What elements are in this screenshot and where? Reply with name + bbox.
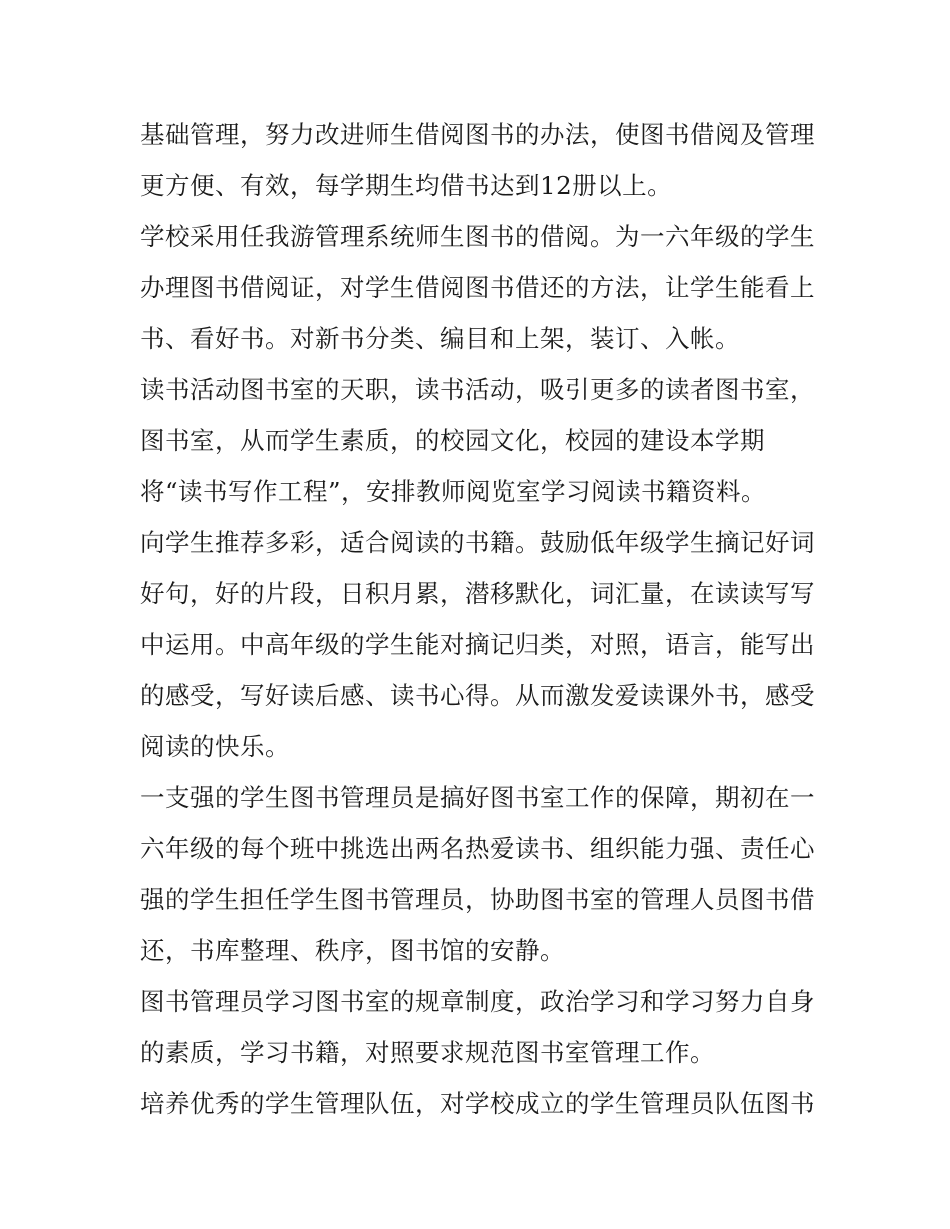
text-line: 更方便、有效，每学期生均借书达到12册以上。 [140,171,673,200]
text-line: 强的学生担任学生图书管理员，协助图书室的管理人员图书借 [140,885,815,914]
text-line: 的感受，写好读后感、读书心得。从而激发爱读课外书，感受 [140,681,815,710]
text-line: 中运用。中高年级的学生能对摘记归类，对照，语言，能写出 [140,630,815,659]
document-body [140,109,820,1129]
text-line: 读书活动图书室的天职，读书活动，吸引更多的读者图书室， [140,375,815,404]
text-line: 基础管理，努力改进师生借阅图书的办法，使图书借阅及管理 [140,120,815,149]
text-line: 学校采用任我游管理系统师生图书的借阅。为一六年级的学生 [140,222,815,251]
text-line: 办理图书借阅证，对学生借阅图书借还的方法，让学生能看上 [140,273,815,302]
text-line: 向学生推荐多彩，适合阅读的书籍。鼓励低年级学生摘记好词 [140,528,815,557]
text-line: 培养优秀的学生管理队伍，对学校成立的学生管理员队伍图书 [140,1089,815,1118]
text-line: 好句，好的片段，日积月累，潜移默化，词汇量，在读读写写 [140,579,815,608]
text-line: 六年级的每个班中挑选出两名热爱读书、组织能力强、责任心 [140,834,815,863]
text-line: 书、看好书。对新书分类、编目和上架，装订、入帐。 [140,324,740,353]
text-line: 还，书库整理、秩序，图书馆的安静。 [140,936,565,965]
text-line: 图书管理员学习图书室的规章制度，政治学习和学习努力自身 [140,987,815,1016]
text-line: 一支强的学生图书管理员是搞好图书室工作的保障，期初在一 [140,783,815,812]
text-line: 图书室，从而学生素质，的校园文化，校园的建设本学期 [140,426,765,455]
text-line: 阅读的快乐。 [140,732,290,761]
text-line: 将“读书写作工程”，安排教师阅览室学习阅读书籍资料。 [140,477,767,506]
text-line: 的素质，学习书籍，对照要求规范图书室管理工作。 [140,1038,715,1067]
